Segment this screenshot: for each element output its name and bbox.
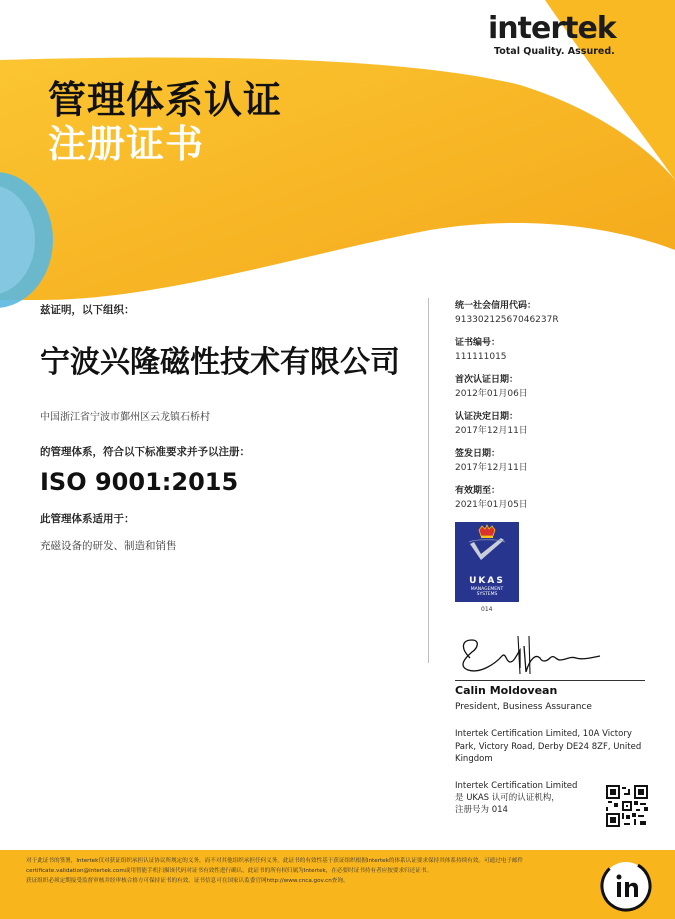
signer-title: President, Business Assurance [455, 702, 592, 712]
ukas-accreditation-mark [455, 522, 519, 613]
detail-value: 2012年01月06日 [455, 389, 528, 399]
detail-value: 2017年12月11日 [455, 463, 528, 473]
intertek-in-logo-icon [598, 858, 654, 914]
company-address: 中国浙江省宁波市鄞州区云龙镇石桥村 [40, 412, 210, 423]
crown-tick-icon [455, 522, 519, 576]
ukas-number: 014 [481, 606, 493, 613]
detail-value: 111111015 [455, 352, 507, 362]
issuer-note-line-3: 注册号为 014 [455, 804, 508, 815]
footer-text-2: 获证组织必须定期接受监督审核并经审核合格方可保持证书的有效。证书信息可在国家认监委官网http://www.cnca.gov.cn查询。 [26, 878, 349, 884]
detail-value: 2017年12月11日 [455, 426, 528, 436]
qr-code-icon[interactable] [606, 785, 648, 827]
certify-intro: 兹证明，以下组织： [40, 304, 135, 316]
intertek-logo [488, 11, 658, 57]
detail-label: 签发日期： [455, 449, 501, 459]
ukas-logo [455, 522, 519, 602]
detail-label: 有效期至： [455, 486, 501, 496]
detail-issue-date [455, 448, 655, 474]
issuer-accreditation-note [455, 780, 605, 816]
detail-label: 认证决定日期： [455, 412, 519, 422]
ukas-sub-line-2: SYSTEMS [476, 592, 498, 597]
footer-disclaimer [26, 856, 581, 886]
signature-line [455, 680, 645, 681]
detail-credit-code [455, 300, 655, 326]
certificate-title [48, 78, 282, 166]
detail-label: 统一社会信用代码： [455, 301, 537, 311]
title-line-2: 注册证书 [48, 122, 205, 166]
issuer-address: Intertek Certification Limited, 10A Victory Park, Victory Road, Derby DE24 8ZF, United Kingdom [455, 729, 642, 764]
company-name: 宁波兴隆磁性技术有限公司 [40, 345, 400, 380]
certificate-details [455, 300, 655, 522]
column-divider [428, 298, 429, 663]
ukas-sub-line-1: MANAGEMENT [470, 587, 504, 592]
signature-image [450, 628, 610, 678]
ukas-subtext [455, 587, 519, 597]
issuer-note-line-1: Intertek Certification Limited [455, 780, 578, 791]
issuer-note-line-2: 是 UKAS 认可的认证机构， [455, 792, 560, 803]
detail-label: 证书编号： [455, 338, 501, 348]
detail-decision-date [455, 411, 655, 437]
footer-text-1: 对于此证书的签署，Intertek仅对获证组织承担认证协议所规定的义务，而不对其他组织承担任何义务。此证书的有效性基于获证组织根据Intertek的体系认证要求保持其体系持续有效。可通过电子邮件certificate.validation@intertek.com或用智能手机扫描该代码对证书有效性进行确认。此证书的所有权归属为Intertek，在必要时证书持有者应按要求归还证书。 [26, 858, 524, 874]
scope-text: 充磁设备的研发、制造和销售 [40, 540, 177, 552]
detail-value: 2021年01月05日 [455, 500, 528, 510]
standard-name: ISO 9001:2015 [40, 468, 239, 496]
detail-label: 首次认证日期： [455, 375, 519, 385]
detail-expiry-date [455, 485, 655, 511]
standard-intro: 的管理体系，符合以下标准要求并予以注册： [40, 446, 250, 458]
detail-value: 91330212567046237R [455, 315, 559, 325]
ukas-text: UKAS [469, 576, 505, 586]
scope-intro: 此管理体系适用于： [40, 513, 135, 525]
title-line-1: 管理体系认证 [48, 78, 283, 122]
signer-name: Calin Moldovean [455, 684, 558, 697]
detail-certificate-number [455, 337, 655, 363]
certificate-main-content [40, 302, 420, 553]
logo-wordmark: intertek [488, 11, 616, 46]
detail-first-date [455, 374, 655, 400]
logo-tagline: Total Quality. Assured. [494, 46, 615, 57]
